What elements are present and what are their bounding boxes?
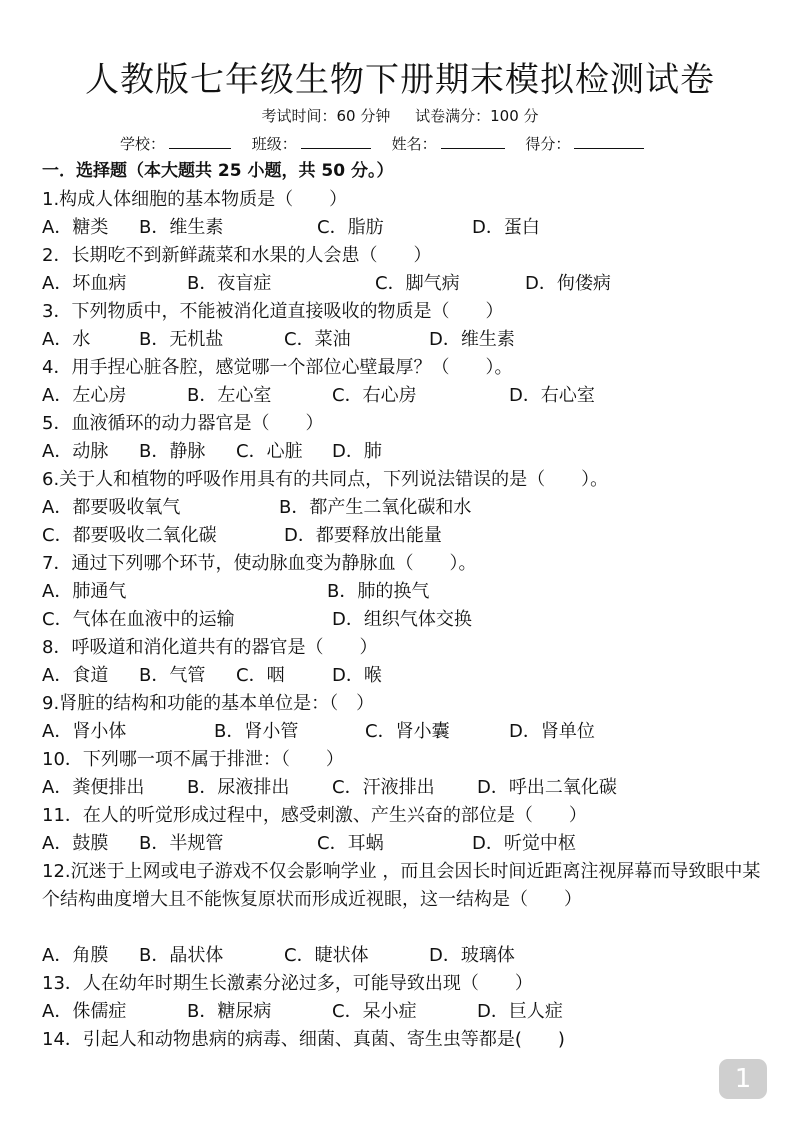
exam-time: 考试时间：60 分钟 [261,107,391,125]
option-a: A．水 [42,329,91,350]
option-c: C．都要吸收二氧化碳 [42,525,217,546]
option-a: A．坏血病 [42,273,127,294]
option-b: B．尿液排出 [187,777,290,798]
option-c: C．右心房 [332,385,417,406]
option-d: D．呼出二氧化碳 [477,777,617,798]
name-field [392,133,505,155]
option-c: C．脂肪 [317,217,384,238]
option-d: D．都要释放出能量 [284,525,442,546]
option-b: B．都产生二氧化碳和水 [279,497,472,518]
question-stem: 7．通过下列哪个环节，使动脉血变为静脉血（ ）。 [42,553,477,574]
option-b: B．左心室 [187,385,272,406]
option-a: A．都要吸收氧气 [42,497,181,518]
full-score: 试卷满分：100 分 [415,107,539,125]
question-stem: 10．下列哪一项不属于排泄：（ ） [42,749,344,770]
question-stem: 6.关于人和植物的呼吸作用具有的共同点，下列说法错误的是（ ）。 [42,469,609,490]
option-b: B．半规管 [139,833,224,854]
page-number-badge[interactable]: 1 [719,1059,767,1099]
question-stem: 8．呼吸道和消化道共有的器官是（ ） [42,637,378,658]
option-d: D．肺 [332,441,382,462]
option-c: C．呆小症 [332,1001,417,1022]
option-a: A．侏儒症 [42,1001,127,1022]
option-b: B．糖尿病 [187,1001,272,1022]
option-c: C．咽 [236,665,285,686]
exam-info [0,105,800,127]
option-d: D．组织气体交换 [332,609,472,630]
option-a: A．肺通气 [42,581,127,602]
option-c: C．肾小囊 [365,721,450,742]
option-d: D．蛋白 [472,217,540,238]
option-b: B．夜盲症 [187,273,272,294]
option-b: B．肾小管 [214,721,299,742]
name-label: 姓名： [391,135,437,153]
class-field [252,133,371,155]
option-b: B．维生素 [139,217,224,238]
option-d: D．听觉中枢 [472,833,576,854]
option-b: B．气管 [139,665,206,686]
section-title: 一．选择题（本大题共 25 小题，共 50 分。） [42,161,394,181]
question-stem: 11．在人的听觉形成过程中，感受刺激、产生兴奋的部位是（ ） [42,805,587,826]
name-blank [441,134,505,149]
question-stem: 5．血液循环的动力器官是（ ） [42,413,324,434]
option-d: D．玻璃体 [429,945,515,966]
option-a: A．食道 [42,665,109,686]
option-b: B．肺的换气 [327,581,430,602]
option-a: A．左心房 [42,385,127,406]
option-b: B．晶状体 [139,945,224,966]
option-d: D．巨人症 [477,1001,563,1022]
option-a: A．鼓膜 [42,833,109,854]
option-d: D．喉 [332,665,382,686]
question-stem: 9.肾脏的结构和功能的基本单位是：（ ） [42,693,375,714]
question-stem: 2．长期吃不到新鲜蔬菜和水果的人会患（ ） [42,245,432,266]
score-field [525,133,644,155]
option-a: A．动脉 [42,441,109,462]
option-d: D．肾单位 [509,721,595,742]
option-c: C．睫状体 [284,945,369,966]
question-stem: 12.沉迷于上网或电子游戏不仅会影响学业 ，而且会因长时间近距离注视屏幕而导致眼中某个结构曲度增大且不能恢复原状而形成近视眼，这一结构是（ ） [42,861,761,910]
score-label: 得分： [525,135,571,153]
option-c: C．汗液排出 [332,777,435,798]
option-a: A．角膜 [42,945,109,966]
option-a: A．糖类 [42,217,109,238]
option-d: D．佝偻病 [525,273,611,294]
option-c: C．气体在血液中的运输 [42,609,235,630]
option-d: D．右心室 [509,385,595,406]
option-b: B．无机盐 [139,329,224,350]
question-stem: 3．下列物质中，不能被消化道直接吸收的物质是（ ） [42,301,504,322]
school-label: 学校： [120,135,166,153]
option-a: A．粪便排出 [42,777,145,798]
question-stem: 4．用手捏心脏各腔，感觉哪一个部位心壁最厚？（ ）。 [42,357,513,378]
option-b: B．静脉 [139,441,206,462]
class-blank [301,134,371,149]
question-stem: 14．引起人和动物患病的病毒、细菌、真菌、寄生虫等都是( ) [42,1029,565,1050]
option-c: C．心脏 [236,441,303,462]
class-label: 班级： [251,135,297,153]
option-a: A．肾小体 [42,721,127,742]
page-title: 人教版七年级生物下册期末模拟检测试卷 [85,60,715,100]
option-c: C．脚气病 [375,273,460,294]
question-stem: 1.构成人体细胞的基本物质是（ ） [42,189,348,210]
option-d: D．维生素 [429,329,515,350]
student-info-fields [120,133,660,155]
school-field [120,133,231,155]
score-blank [574,134,644,149]
option-c: C．耳蜗 [317,833,384,854]
option-c: C．菜油 [284,329,351,350]
question-stem: 13．人在幼年时期生长激素分泌过多，可能导致出现（ ） [42,973,533,994]
school-blank [169,134,231,149]
